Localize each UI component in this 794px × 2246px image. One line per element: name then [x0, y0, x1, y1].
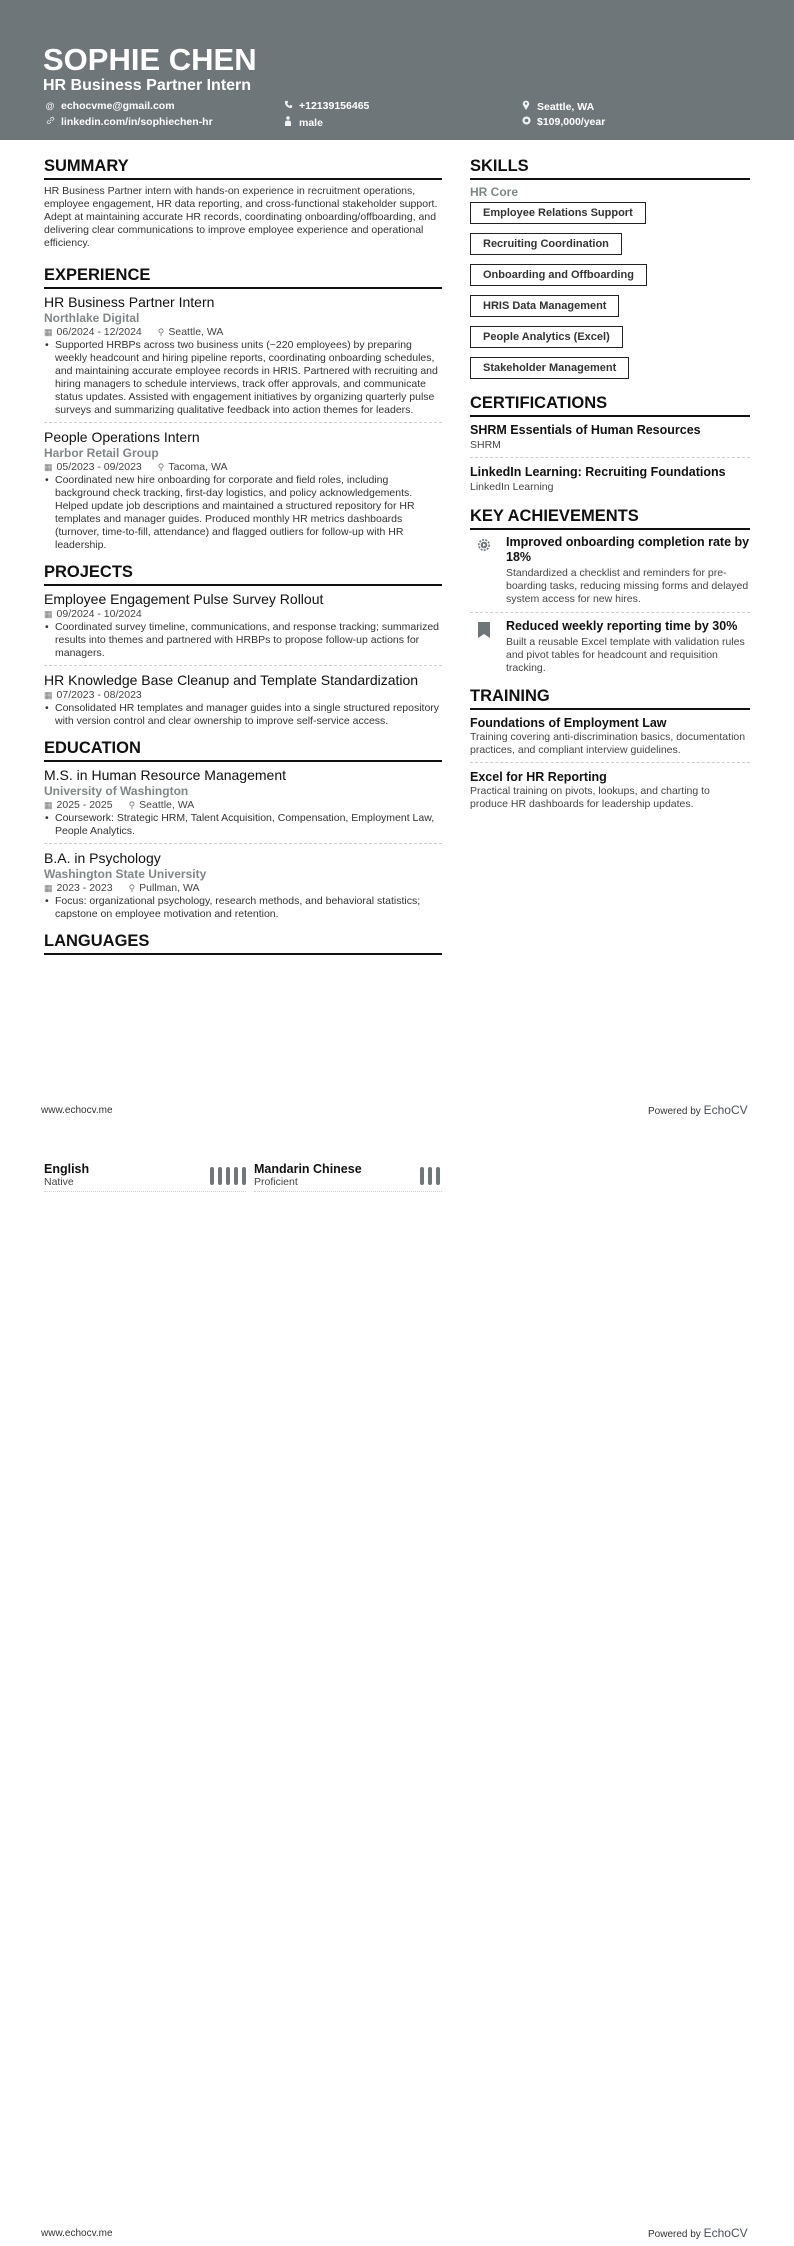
- entry-location: Pullman, WA: [139, 882, 200, 894]
- entry-meta: [44, 882, 442, 895]
- training-section: [470, 687, 750, 816]
- skill-tag: Employee Relations Support: [470, 202, 646, 224]
- entry-bullet: • Coordinated survey timeline, communications, and response tracking; summarized results into themes and partnered with HRBPs to propose follow-up actions for managers.: [44, 621, 442, 660]
- calendar-icon: ▦: [44, 462, 53, 472]
- candidate-title: HR Business Partner Intern: [43, 77, 252, 94]
- training-title: Excel for HR Reporting: [470, 770, 607, 784]
- job-role: People Operations Intern: [44, 429, 200, 445]
- entry-dates: 2025 - 2025: [56, 799, 113, 811]
- calendar-icon: ▦: [44, 609, 53, 619]
- degree-name: M.S. in Human Resource Management: [44, 767, 286, 783]
- left-column: [44, 157, 442, 960]
- certification-entry: [470, 422, 750, 458]
- entry-dates: 09/2024 - 10/2024: [56, 608, 142, 620]
- salary-text: $109,000/year: [537, 116, 606, 128]
- achievement-entry: [470, 619, 750, 681]
- right-column: [470, 157, 750, 822]
- achievements-section: [470, 507, 750, 681]
- location-pin-icon: ⚲: [128, 800, 136, 810]
- calendar-icon: ▦: [44, 800, 53, 810]
- entry-bullet: • Consolidated HR templates and manager guides into a single structured repository with version control and clear ownership to improve self-service access.: [44, 702, 442, 728]
- powered-by-text: Powered by: [648, 2229, 701, 2240]
- section-title-training: TRAINING: [470, 687, 750, 710]
- linkedin-text: linkedin.com/in/sophiechen-hr: [61, 116, 213, 128]
- proficiency-bar: [420, 1167, 424, 1185]
- job-role: HR Business Partner Intern: [44, 294, 215, 310]
- footer-website[interactable]: www.echocv.me: [41, 1105, 113, 1116]
- contact-salary: [521, 116, 605, 129]
- brand-name: EchoCV: [703, 2226, 748, 2240]
- resume-header: [0, 0, 794, 140]
- skill-tag: Stakeholder Management: [470, 357, 629, 379]
- email-text: echocvme@gmail.com: [61, 100, 175, 112]
- entry-bullet: • Supported HRBPs across two business units (~220 employees) by preparing weekly headcount and hiring pipeline reports, coordinating onboarding schedules, and maintaining accurate employee records in HRIS. Partnered with recruiting and hiring managers to schedule interviews, track offer approvals, and communicate status updates. Assisted with engagement initiatives by organizing quarterly pulse surveys and summarizing qualitative feedback into action themes for leaders.: [44, 339, 442, 417]
- education-entry: [44, 767, 442, 844]
- languages-list: [44, 1162, 442, 1202]
- link-icon: [45, 116, 55, 129]
- proficiency-bar: [242, 1167, 246, 1185]
- training-entry: [470, 769, 750, 816]
- contact-location: [521, 100, 594, 114]
- contact-email[interactable]: [45, 100, 175, 113]
- proficiency-bar: [234, 1167, 238, 1185]
- project-name: HR Knowledge Base Cleanup and Template Standardization: [44, 672, 419, 688]
- section-title-skills: SKILLS: [470, 157, 750, 180]
- entry-bullet: • Coordinated new hire onboarding for corporate and field roles, including background check tracking, first-day logistics, and policy acknowledgements. Helped update job descriptions and maintained a structured repository for HR templates and manager guides. Produced monthly HR metrics dashboards (turnover, time-to-fill, attendance) and flagged outliers for follow-up with HR leadership.: [44, 474, 442, 552]
- calendar-icon: ▦: [44, 690, 53, 700]
- achievement-title: Reduced weekly reporting time by 30%: [506, 619, 738, 633]
- entry-location: Seattle, WA: [139, 799, 195, 811]
- entry-location: Tacoma, WA: [168, 461, 228, 473]
- person-icon: [283, 116, 293, 130]
- entry-location: Seattle, WA: [168, 326, 224, 338]
- achievement-desc: Built a reusable Excel template with validation rules and pivot tables for headcount and requisition tracking.: [506, 636, 745, 674]
- language-level: Proficient: [254, 1176, 298, 1188]
- location-pin-icon: ⚲: [157, 327, 165, 337]
- languages-section: [44, 932, 442, 955]
- training-entry: [470, 715, 750, 763]
- language-level: Native: [44, 1176, 74, 1188]
- entry-dates: 05/2023 - 09/2023: [56, 461, 142, 473]
- proficiency-bar: [226, 1167, 230, 1185]
- degree-name: B.A. in Psychology: [44, 850, 161, 866]
- location-text: Seattle, WA: [537, 100, 595, 113]
- company-name: Harbor Retail Group: [44, 446, 159, 460]
- entry-dates: 2023 - 2023: [56, 882, 113, 894]
- certification-entry: [470, 464, 750, 499]
- candidate-name: SOPHIE CHEN: [43, 42, 257, 77]
- powered-by-text: Powered by: [648, 1106, 701, 1117]
- training-desc: Practical training on pivots, lookups, and charting to produce HR dashboards for leadership updates.: [470, 785, 710, 810]
- training-desc: Training covering anti-discrimination basics, documentation practices, and compliant interview guidelines.: [470, 731, 746, 756]
- certifications-section: [470, 394, 750, 499]
- certification-issuer: LinkedIn Learning: [470, 481, 554, 493]
- project-name: Employee Engagement Pulse Survey Rollout: [44, 591, 324, 607]
- experience-entry: [44, 429, 442, 557]
- entry-meta: [44, 608, 442, 621]
- brand-name: EchoCV: [703, 1103, 748, 1117]
- entry-meta: [44, 799, 442, 812]
- school-name: University of Washington: [44, 784, 189, 798]
- certification-name: LinkedIn Learning: Recruiting Foundations: [470, 465, 726, 479]
- section-title-projects: PROJECTS: [44, 563, 442, 586]
- footer-website-page2[interactable]: www.echocv.me: [41, 2228, 113, 2239]
- language-name: English: [44, 1162, 90, 1176]
- summary-text: HR Business Partner intern with hands-on experience in recruitment operations, employee engagement, HR data reporting, and cross-functional stakeholder support. Adept at maintaining accurate HR records, coordinating onboarding/offboarding, and delivering clear communications to improve employee experience and operational efficiency.: [44, 185, 438, 249]
- company-name: Northlake Digital: [44, 311, 140, 325]
- contact-phone[interactable]: [283, 100, 369, 113]
- footer-powered-by-page2[interactable]: [648, 2226, 748, 2240]
- section-title-summary: SUMMARY: [44, 157, 442, 180]
- proficiency-bar: [428, 1167, 432, 1185]
- achievement-entry: [470, 535, 750, 613]
- skill-tag: Recruiting Coordination: [470, 233, 622, 255]
- location-pin-icon: ⚲: [157, 462, 165, 472]
- language-proficiency-bars: [420, 1167, 442, 1185]
- entry-meta: [44, 326, 442, 339]
- entry-dates: 06/2024 - 12/2024: [56, 326, 142, 338]
- entry-dates: 07/2023 - 08/2023: [56, 689, 142, 701]
- language-item: [254, 1162, 442, 1192]
- experience-entry: [44, 294, 442, 423]
- skill-tag: People Analytics (Excel): [470, 326, 623, 348]
- skill-tag: HRIS Data Management: [470, 295, 619, 317]
- language-proficiency-bars: [210, 1167, 246, 1185]
- education-entry: [44, 850, 442, 926]
- summary-section: [44, 157, 442, 250]
- section-title-education: EDUCATION: [44, 739, 442, 762]
- contact-linkedin[interactable]: [45, 116, 213, 129]
- project-entry: [44, 672, 442, 733]
- certification-name: SHRM Essentials of Human Resources: [470, 423, 701, 437]
- skills-section: [470, 157, 750, 388]
- skills-list: [470, 202, 750, 388]
- skill-group-label: HR Core: [470, 185, 519, 199]
- gender-text: male: [299, 116, 323, 129]
- language-name: Mandarin Chinese: [254, 1162, 362, 1176]
- entry-meta: [44, 689, 442, 702]
- calendar-icon: ▦: [44, 883, 53, 893]
- contact-gender: [283, 116, 323, 130]
- language-item: [44, 1162, 246, 1192]
- project-entry: [44, 591, 442, 666]
- footer-powered-by[interactable]: [648, 1103, 748, 1117]
- entry-meta: [44, 461, 442, 474]
- school-name: Washington State University: [44, 867, 207, 881]
- phone-icon: [283, 100, 293, 113]
- proficiency-bar: [210, 1167, 214, 1185]
- entry-bullet: • Coursework: Strategic HRM, Talent Acquisition, Compensation, Employment Law, People Analytics.: [44, 812, 442, 838]
- training-title: Foundations of Employment Law: [470, 716, 667, 730]
- experience-section: [44, 266, 442, 557]
- section-title-achievements: KEY ACHIEVEMENTS: [470, 507, 750, 530]
- location-pin-icon: [521, 100, 531, 114]
- proficiency-bar: [436, 1167, 440, 1185]
- achievement-desc: Standardized a checklist and reminders for pre-boarding tasks, reducing missing forms and delayed system access for new hires.: [506, 567, 749, 605]
- achievement-title: Improved onboarding completion rate by 18%: [506, 535, 750, 564]
- money-icon: [521, 116, 531, 129]
- skill-tag: Onboarding and Offboarding: [470, 264, 647, 286]
- section-title-experience: EXPERIENCE: [44, 266, 442, 289]
- projects-section: [44, 563, 442, 733]
- gear-icon: [470, 535, 498, 606]
- bookmark-icon: [470, 619, 498, 675]
- education-section: [44, 739, 442, 926]
- proficiency-bar: [218, 1167, 222, 1185]
- certification-issuer: SHRM: [470, 439, 501, 451]
- phone-text: +12139156465: [299, 100, 370, 112]
- location-pin-icon: ⚲: [128, 883, 136, 893]
- calendar-icon: ▦: [44, 327, 53, 337]
- entry-bullet: • Focus: organizational psychology, research methods, and behavioral statistics; capstone on employee motivation and retention.: [44, 895, 442, 921]
- section-title-certifications: CERTIFICATIONS: [470, 394, 750, 417]
- at-icon: @: [45, 101, 55, 111]
- section-title-languages: LANGUAGES: [44, 932, 442, 955]
